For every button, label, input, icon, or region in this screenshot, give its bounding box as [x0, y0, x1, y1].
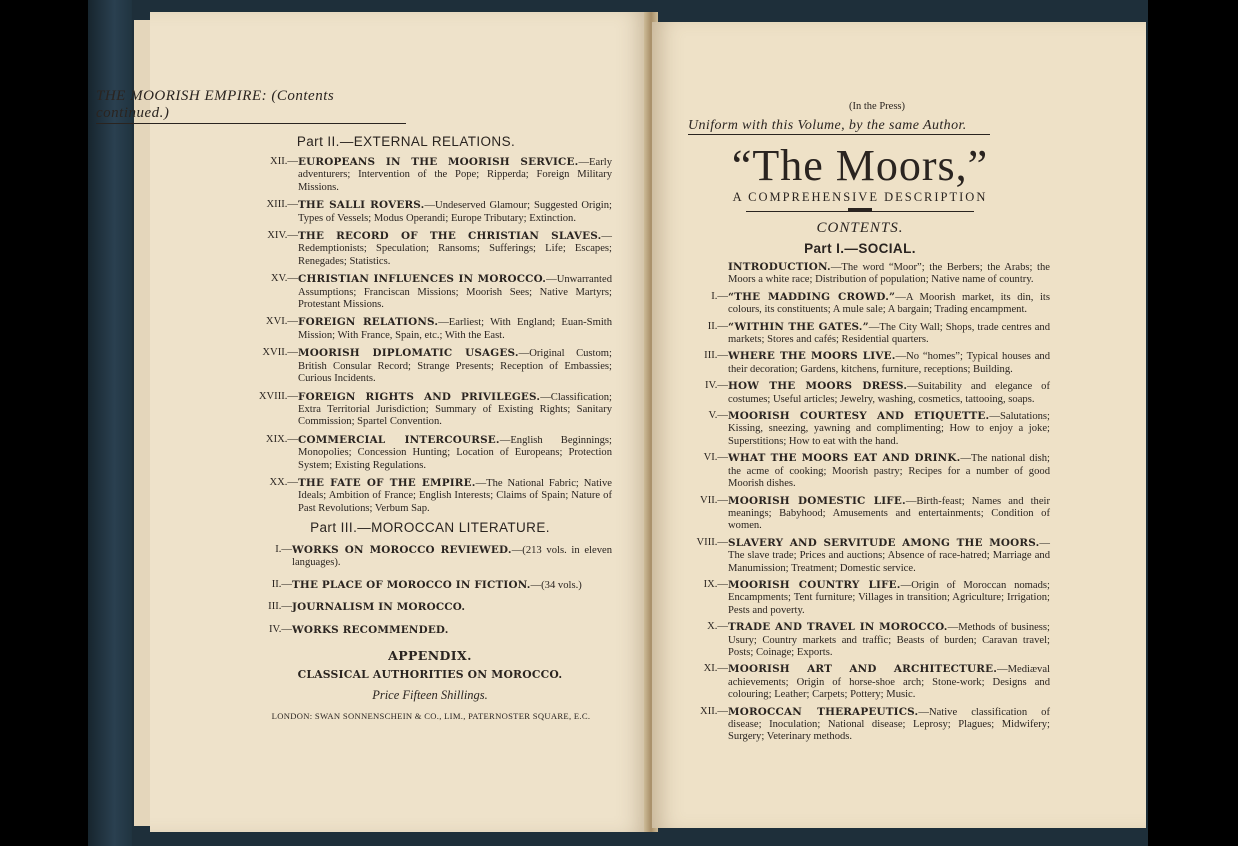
contents-entry [682, 380, 1050, 406]
appendix-subtitle: CLASSICAL AUTHORITIES ON MOROCCO. [297, 668, 563, 681]
entry-description: —A Moorish market, its din, its colours, its constituents; A mule sale; A bargain; Trading encampment. [728, 291, 1050, 316]
entry-number: XVII.— [262, 347, 298, 359]
contents-entry [682, 291, 1050, 317]
entry-title: WORKS ON MOROCCO REVIEWED. [292, 544, 512, 556]
entry-description: —The word “Moor”; the Berbers; the Arabs; the Moors a white race; Distribution of population; Native name of country. [728, 262, 1050, 286]
entry-title: INTRODUCTION. [728, 261, 831, 273]
part1-entries [682, 261, 1050, 748]
book-title: “The Moors,” [731, 141, 989, 190]
entry-description: —Suitability and elegance of costumes; Useful articles; Jewelry, washing, cosmetics, tattooing, soaps. [728, 381, 1050, 405]
entry-description: —Early adventurers; Intervention of the Pope; Ripperda; Foreign Military Missions. [298, 157, 612, 193]
entry-description: —The National Fabric; Native Ideals; Ambition of France; English Interests; Claims of Spain; Nature of Past Revolutions; Verbum Sap. [298, 477, 612, 514]
contents-entry [246, 347, 612, 385]
contents-entry [682, 579, 1050, 617]
entry-number: III.— [268, 601, 292, 613]
entry-description: —(34 vols.) [530, 579, 582, 591]
entry-number: VIII.— [696, 536, 728, 548]
contents-entry [246, 199, 612, 225]
entry-description: —Classification; Extra Territorial Jurisdiction; Summary of Existing Rights; Sanitary Commission; Spartel Convention. [298, 391, 612, 428]
contents-entry [682, 452, 1050, 490]
contents-entry [246, 273, 612, 311]
contents-label: CONTENTS. [816, 220, 904, 236]
entry-title: CHRISTIAN INFLUENCES IN MOROCCO. [298, 273, 547, 286]
entry-description: —The City Wall; Shops, trade centres and markets; Stores and cafés; Residential quarters. [728, 321, 1050, 346]
book-spine-edge [88, 0, 132, 846]
contents-entry [682, 261, 1050, 287]
entry-title: MOORISH COUNTRY LIFE. [728, 578, 901, 591]
left-page-header: THE MOORISH EMPIRE: (Contents continued.) [96, 88, 406, 124]
entry-description: —Redemptionists; Speculation; Ransoms; Sufferings; Life; Escapes; Renegades; Statistics. [298, 231, 612, 267]
entry-description: —Unwarranted Assumptions; Franciscan Missions; Moorish Sees; Native Martyrs; Protestant Missions. [298, 274, 612, 311]
entry-title: THE RECORD OF THE CHRISTIAN SLAVES. [298, 230, 602, 243]
entry-number: VI.— [703, 452, 728, 464]
entry-title: FOREIGN RIGHTS AND PRIVILEGES. [298, 390, 541, 403]
entry-number: XIV.— [267, 230, 298, 242]
entry-number: XIII.— [266, 199, 298, 211]
entry-description: —Birth-feast; Names and their meanings; Babyhood; Amusements and entertainments; Condition of women. [728, 495, 1050, 532]
contents-entry [682, 495, 1050, 533]
entry-number: III.— [704, 350, 728, 362]
contents-entry [682, 321, 1050, 347]
entry-title: EUROPEANS IN THE MOORISH SERVICE. [298, 156, 579, 168]
entry-description: —Origin of Moroccan nomads; Encampments; Tent furniture; Villages in transition; Agriculture; Irrigation; Pests and poverty. [728, 579, 1050, 616]
entry-number: II.— [271, 578, 292, 590]
contents-entry [246, 544, 612, 570]
entry-description: —Earliest; With England; Euan-Smith Mission; With France, Spain, etc.; With the East. [298, 317, 612, 341]
entry-number: IV.— [704, 380, 728, 392]
entry-title: COMMERCIAL INTERCOURSE. [298, 433, 500, 446]
entry-number: XX.— [269, 476, 298, 488]
part2-title: Part II.—EXTERNAL RELATIONS. [296, 134, 516, 149]
entry-description: —Mediæval achievements; Origin of horse-shoe arch; Stone-work; Designs and colouring; Leather; Carpets; Pottery; Music. [728, 664, 1050, 701]
entry-title: WHAT THE MOORS EAT AND DRINK. [728, 452, 961, 465]
entry-title: THE FATE OF THE EMPIRE. [298, 476, 476, 489]
entry-title: “WITHIN THE GATES.” [728, 320, 869, 333]
appendix-title: APPENDIX. [388, 648, 472, 663]
contents-entry [246, 579, 612, 592]
entry-title: THE PLACE OF MOROCCO IN FICTION. [292, 578, 531, 591]
entry-number: IX.— [703, 578, 728, 590]
contents-entry [246, 391, 612, 429]
entry-title: JOURNALISM IN MOROCCO. [292, 601, 466, 614]
entry-title: SLAVERY AND SERVITUDE AMONG THE MOORS. [728, 536, 1040, 549]
entry-number: XVIII.— [258, 390, 298, 402]
entry-description: —Undeserved Glamour; Suggested Origin; Types of Vessels; Modus Operandi; Europe Tributary; Extinction. [298, 200, 612, 224]
entry-description: —Methods of business; Usury; Country markets and traffic; Beasts of burden; Caravan travel; Posts; Coinage; Exports. [728, 622, 1050, 658]
contents-entry [246, 230, 612, 268]
entry-description: —Salutations; Kissing, sneezing, yawning and complimenting; How to enjoy a joke; Superstitions; How to eat with the hand. [728, 411, 1050, 447]
contents-entry [682, 706, 1050, 744]
part2-entries [246, 156, 612, 520]
entry-description: —Original Custom; British Consular Record; Strange Presents; Reception of Embassies; Curious Incidents. [298, 348, 612, 385]
contents-entry [246, 434, 612, 472]
entry-description: —The slave trade; Prices and auctions; Absence of race-hatred; Marriage and Manumission; Treatment; Domestic service. [728, 537, 1050, 574]
part1-title: Part I.—SOCIAL. [804, 241, 916, 256]
entry-title: MOORISH ART AND ARCHITECTURE. [728, 663, 998, 676]
entry-number: XI.— [703, 663, 728, 675]
price: Price Fifteen Shillings. [372, 688, 488, 702]
entry-title: WORKS RECOMMENDED. [292, 623, 449, 636]
entry-description: —(213 vols. in eleven languages). [292, 545, 612, 569]
entry-number: XVI.— [265, 316, 298, 328]
imprint: LONDON: SWAN SONNENSCHEIN & CO., LIM., PATERNOSTER SQUARE, E.C. [271, 711, 591, 721]
entry-description: —No “homes”; Typical houses and their decoration; Gardens, kitchens, furniture, receptions; Building. [728, 351, 1051, 375]
entry-number: XII.— [700, 705, 728, 717]
contents-entry [682, 350, 1050, 376]
entry-number: IV.— [268, 623, 292, 635]
part3-title: Part III.—MOROCCAN LITERATURE. [310, 520, 550, 535]
contents-entry [682, 410, 1050, 448]
contents-entry [682, 537, 1050, 575]
contents-entry [682, 663, 1050, 701]
uniform-note: Uniform with this Volume, by the same Author. [688, 118, 990, 135]
entry-description: —The national dish; the acme of cooking; Moorish pastry; Recipes for a number of good Moorish dishes. [728, 453, 1051, 490]
entry-description: —Native classification of disease; Inoculation; National disease; Leprosy; Plagues; Midwifery; Surgery; Veterinary methods. [728, 706, 1050, 743]
entry-number: X.— [707, 621, 728, 633]
contents-entry [246, 156, 612, 194]
entry-title: MOROCCAN THERAPEUTICS. [728, 705, 919, 718]
entry-number: I.— [711, 290, 728, 302]
entry-title: HOW THE MOORS DRESS. [728, 380, 908, 393]
contents-entry [246, 601, 612, 614]
entry-number: V.— [708, 410, 728, 422]
entry-title: MOORISH DOMESTIC LIFE. [728, 494, 906, 507]
contents-entry [246, 477, 612, 515]
entry-title: MOORISH COURTESY AND ETIQUETTE. [728, 410, 990, 423]
entry-number: XIX.— [265, 433, 298, 445]
contents-entry [246, 624, 612, 637]
entry-title: FOREIGN RELATIONS. [298, 316, 439, 329]
entry-number: II.— [707, 320, 728, 332]
book-subtitle: A COMPREHENSIVE DESCRIPTION [732, 190, 988, 204]
entry-description: —English Beginnings; Monopolies; Concession Hunting; Location of Europeans; Protection System; Existing Regulations. [298, 434, 612, 471]
entry-title: MOORISH DIPLOMATIC USAGES. [298, 347, 519, 360]
entry-number: VII.— [700, 494, 728, 506]
press-note: (In the Press) [849, 101, 905, 112]
contents-entry [246, 316, 612, 342]
entry-number: XV.— [270, 273, 298, 285]
part3-entries [246, 544, 612, 646]
entry-number: XII.— [270, 156, 298, 167]
entry-title: THE SALLI ROVERS. [298, 199, 425, 212]
entry-number: I.— [275, 544, 292, 555]
entry-title: WHERE THE MOORS LIVE. [728, 350, 896, 363]
entry-title: TRADE AND TRAVEL IN MOROCCO. [728, 621, 948, 634]
divider-ornament [848, 208, 872, 212]
contents-entry [682, 621, 1050, 659]
entry-title: “THE MADDING CROWD.” [728, 290, 896, 303]
